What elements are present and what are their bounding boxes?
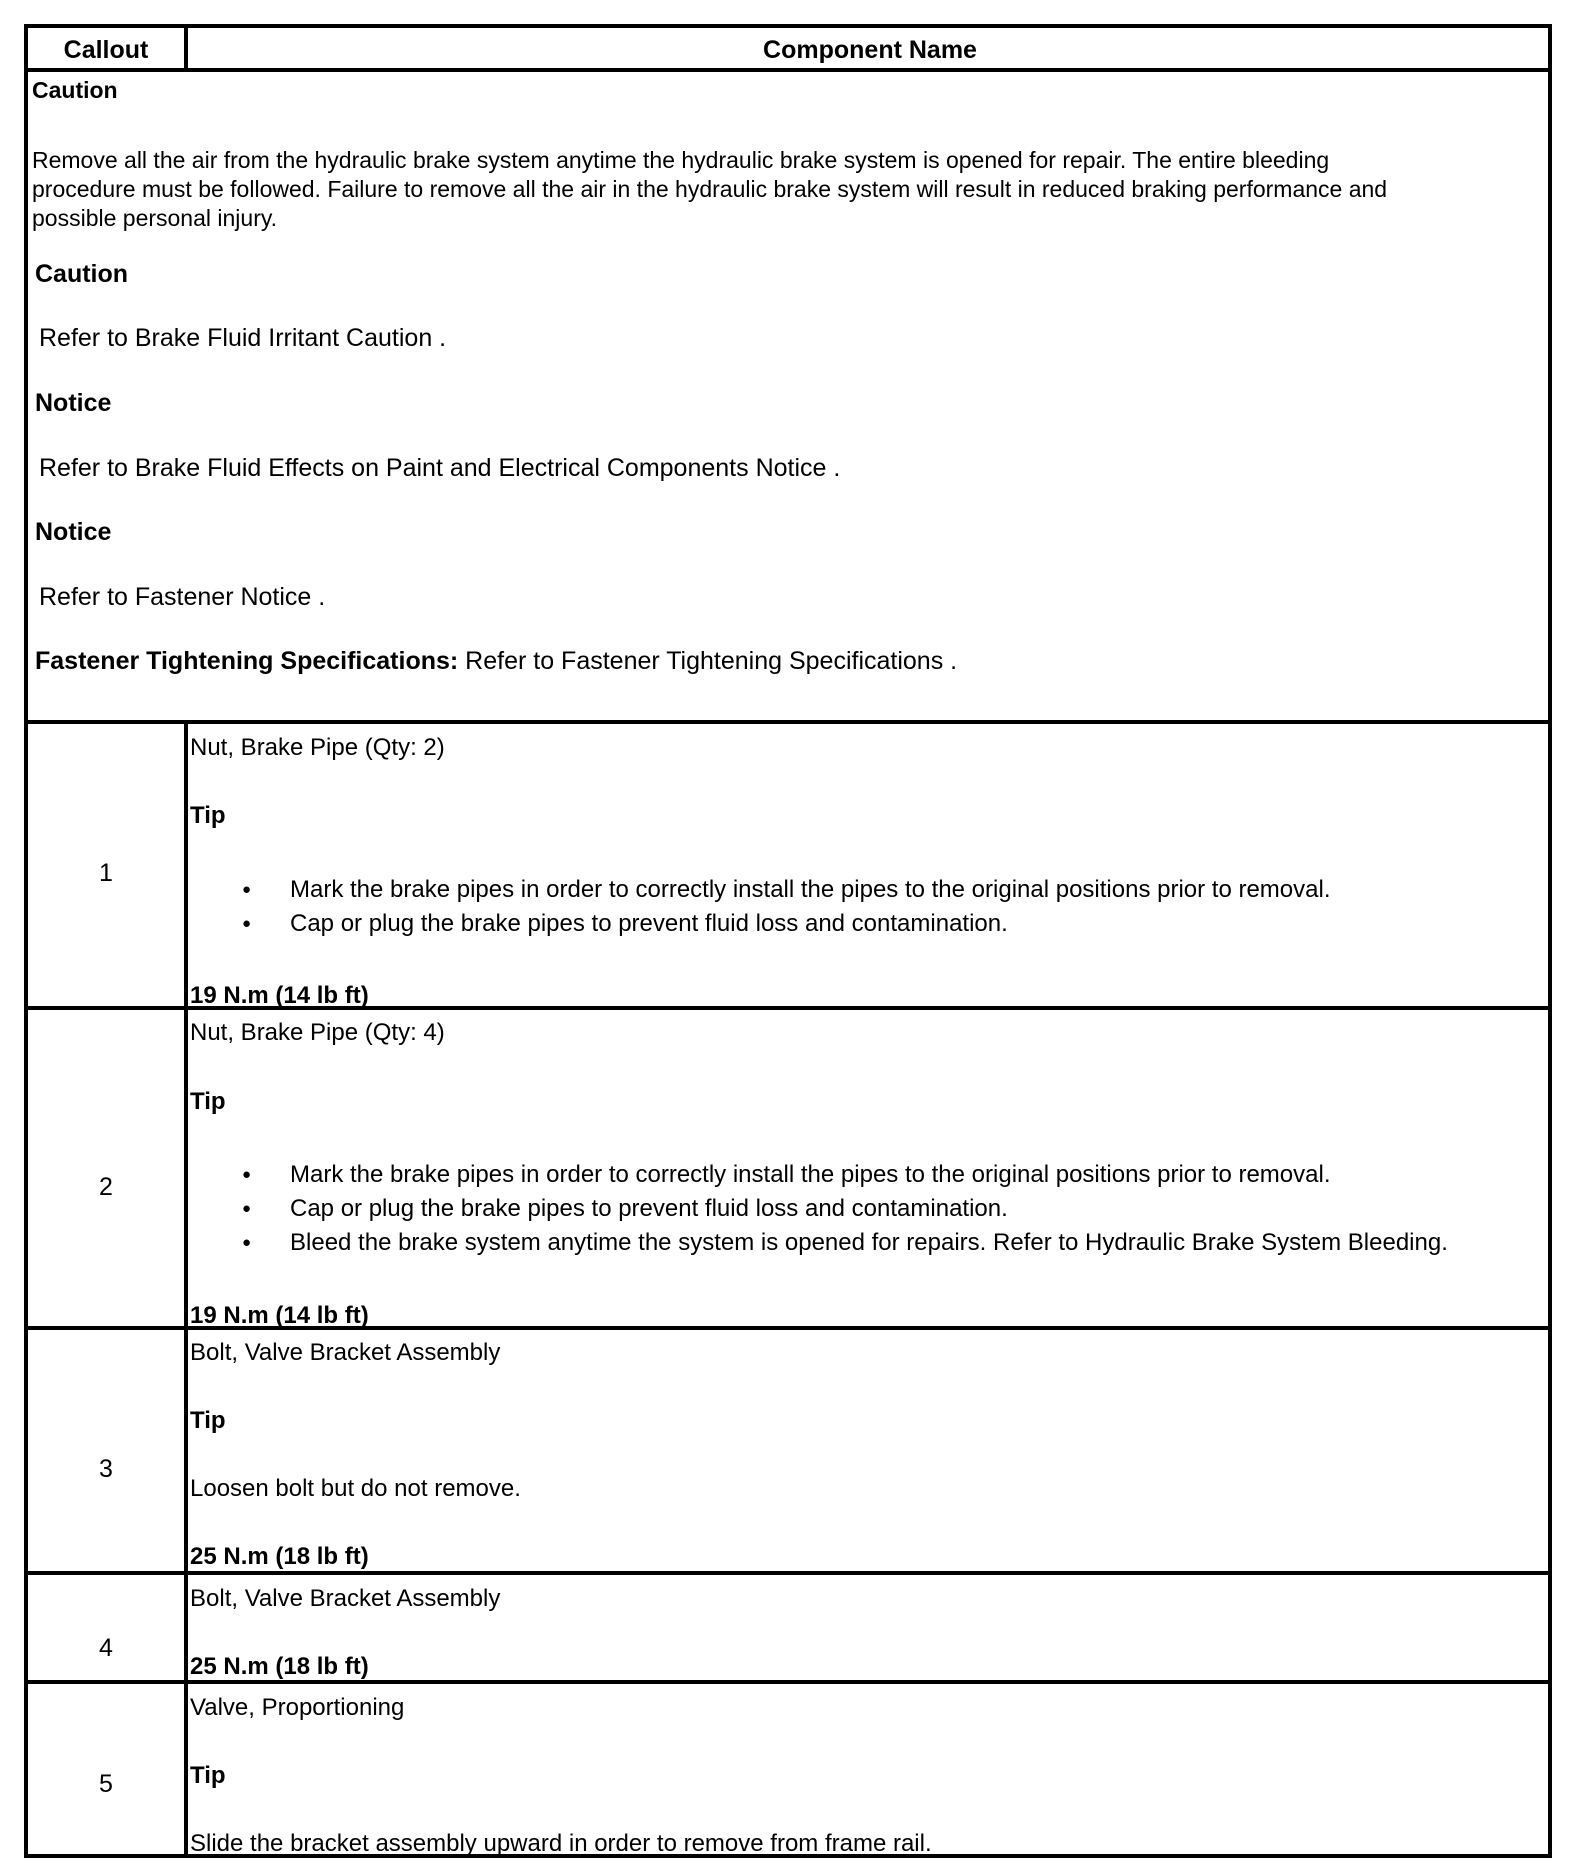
row-1-tip-list [190, 873, 1331, 941]
row-3-name: Bolt, Valve Bracket Assembly [190, 1339, 501, 1366]
notice-paint-text: Refer to Brake Fluid Effects on Paint and Electrical Components Notice . [39, 454, 841, 482]
callout-4: 4 [99, 1634, 113, 1662]
callout-2: 2 [99, 1173, 113, 1201]
notice-fastener-title: Notice [35, 518, 112, 546]
caution-text-line-3: possible personal injury. [32, 205, 278, 231]
header-rule [28, 68, 1548, 72]
row-2-rule [28, 1326, 1548, 1330]
header-callout: Callout [63, 36, 149, 64]
list-item: ● Bleed the brake system anytime the system is opened for repairs. Refer to Hydraulic Brake System Bleeding. [190, 1226, 1448, 1260]
header-component-name: Component Name [763, 36, 977, 64]
row-2-torque: 19 N.m (14 lb ft) [190, 1302, 369, 1329]
row-5-name: Valve, Proportioning [190, 1694, 405, 1721]
caution-irritant-title: Caution [35, 260, 129, 288]
row-1-tip-label: Tip [190, 802, 226, 829]
caution-irritant-text: Refer to Brake Fluid Irritant Caution . [39, 324, 447, 352]
preface-rule [28, 720, 1548, 724]
row-3-torque: 25 N.m (18 lb ft) [190, 1543, 369, 1570]
row-1-rule [28, 1006, 1548, 1010]
column-divider [184, 720, 188, 1858]
component-table [24, 24, 1552, 1858]
list-item: ● Cap or plug the brake pipes to prevent fluid loss and contamination. [190, 907, 1331, 941]
list-item: ● Cap or plug the brake pipes to prevent fluid loss and contamination. [190, 1192, 1448, 1226]
row-5-tip-label: Tip [190, 1762, 226, 1789]
row-2-tip-label: Tip [190, 1088, 226, 1115]
fastener-spec-label: Fastener Tightening Specifications: [35, 647, 459, 675]
caution-text-line-1: Remove all the air from the hydraulic brake system anytime the hydraulic brake system is opened for repair. The entire bleeding [32, 147, 1330, 173]
row-3-tip-label: Tip [190, 1407, 226, 1434]
row-3-rule [28, 1571, 1548, 1575]
callout-5: 5 [99, 1770, 113, 1798]
row-4-name: Bolt, Valve Bracket Assembly [190, 1585, 501, 1612]
row-1-name: Nut, Brake Pipe (Qty: 2) [190, 734, 445, 761]
fastener-spec-line [35, 647, 957, 676]
header-divider [184, 28, 188, 68]
row-1-torque: 19 N.m (14 lb ft) [190, 982, 369, 1009]
callout-3: 3 [99, 1455, 113, 1483]
row-4-rule [28, 1680, 1548, 1684]
list-item: ● Mark the brake pipes in order to correctly install the pipes to the original positions prior to removal. [190, 1158, 1448, 1192]
row-2-name: Nut, Brake Pipe (Qty: 4) [190, 1019, 445, 1046]
notice-fastener-text: Refer to Fastener Notice . [39, 583, 326, 611]
row-4-torque: 25 N.m (18 lb ft) [190, 1653, 369, 1680]
caution-text-line-2: procedure must be followed. Failure to remove all the air in the hydraulic brake system will result in reduced braking performance and [32, 176, 1388, 202]
notice-paint-title: Notice [35, 389, 112, 417]
fastener-spec-text: Refer to Fastener Tightening Specifications . [465, 647, 958, 675]
row-3-tip-text: Loosen bolt but do not remove. [190, 1475, 521, 1502]
row-2-tip-list [190, 1158, 1448, 1260]
list-item: ● Mark the brake pipes in order to correctly install the pipes to the original positions prior to removal. [190, 873, 1331, 907]
row-5-tip-text: Slide the bracket assembly upward in order to remove from frame rail. [190, 1830, 932, 1857]
caution-title: Caution [32, 77, 118, 103]
callout-1: 1 [99, 859, 113, 887]
